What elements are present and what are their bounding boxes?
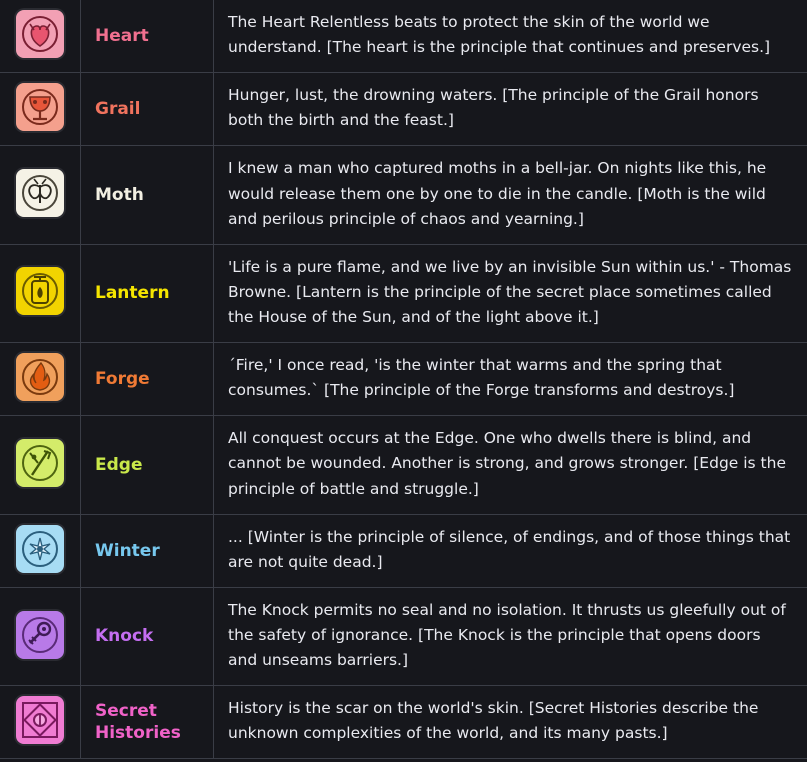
table-row (0, 587, 807, 685)
table-row (0, 416, 807, 514)
lantern-sigil-icon (0, 244, 81, 342)
table-row (0, 343, 807, 416)
principle-name: Knock (81, 587, 214, 685)
table-row (0, 146, 807, 244)
principle-description: Hunger, lust, the drowning waters. [The principle of the Grail honors both the birth and the feast.] (228, 86, 759, 130)
principle-description: I knew a man who captured moths in a bell-jar. On nights like this, he would release them one by one to die in the candle. [Moth is the wild and perilous principle of chaos and yearning.] (228, 159, 767, 228)
table-row (0, 0, 807, 73)
principle-name: Forge (81, 343, 214, 416)
edge-sigil-icon (0, 416, 81, 514)
principle-name: Heart (81, 0, 214, 73)
principle-description: All conquest occurs at the Edge. One who dwells there is blind, and cannot be wounded. Another is strong, and grows stronger. [Edge is the principle of battle and struggle.] (228, 429, 786, 498)
principle-description: ´Fire,' I once read, 'is the winter that warms and the spring that consumes.` [The principle of the Forge transforms and destroys.] (228, 356, 735, 400)
principle-name: Secret Histories (81, 686, 214, 759)
table-row (0, 244, 807, 342)
table-row (0, 514, 807, 587)
principle-description: History is the scar on the world's skin. [Secret Histories describe the unknown complexities of the world, and its many pasts.] (228, 699, 759, 743)
forge-sigil-icon (0, 343, 81, 416)
winter-sigil-icon (0, 514, 81, 587)
principle-name: Winter (81, 514, 214, 587)
principle-description: ... [Winter is the principle of silence, of endings, and of those things that are not quite dead.] (228, 527, 791, 571)
knock-sigil-icon (0, 587, 81, 685)
moth-sigil-icon (0, 146, 81, 244)
principle-description: 'Life is a pure flame, and we live by an invisible Sun within us.' - Thomas Browne. [Lantern is the principle of the secret place sometimes called the House of the Sun, and of the light above it.] (228, 257, 792, 326)
principle-description: The Knock permits no seal and no isolation. It thrusts us gleefully out of the safety of ignorance. [The Knock is the principle that opens doors and unseams barriers.] (228, 600, 786, 670)
secret-histories-sigil-icon (0, 686, 81, 759)
principle-name: Lantern (81, 244, 214, 342)
table-row (0, 73, 807, 146)
principle-description: The Heart Relentless beats to protect the skin of the world we understand. [The heart is the principle that continues and preserves.] (228, 13, 771, 57)
table-row (0, 686, 807, 759)
grail-sigil-icon (0, 73, 81, 146)
principle-name: Moth (81, 146, 214, 244)
heart-sigil-icon (0, 0, 81, 73)
principle-name: Grail (81, 73, 214, 146)
principle-name: Edge (81, 416, 214, 514)
